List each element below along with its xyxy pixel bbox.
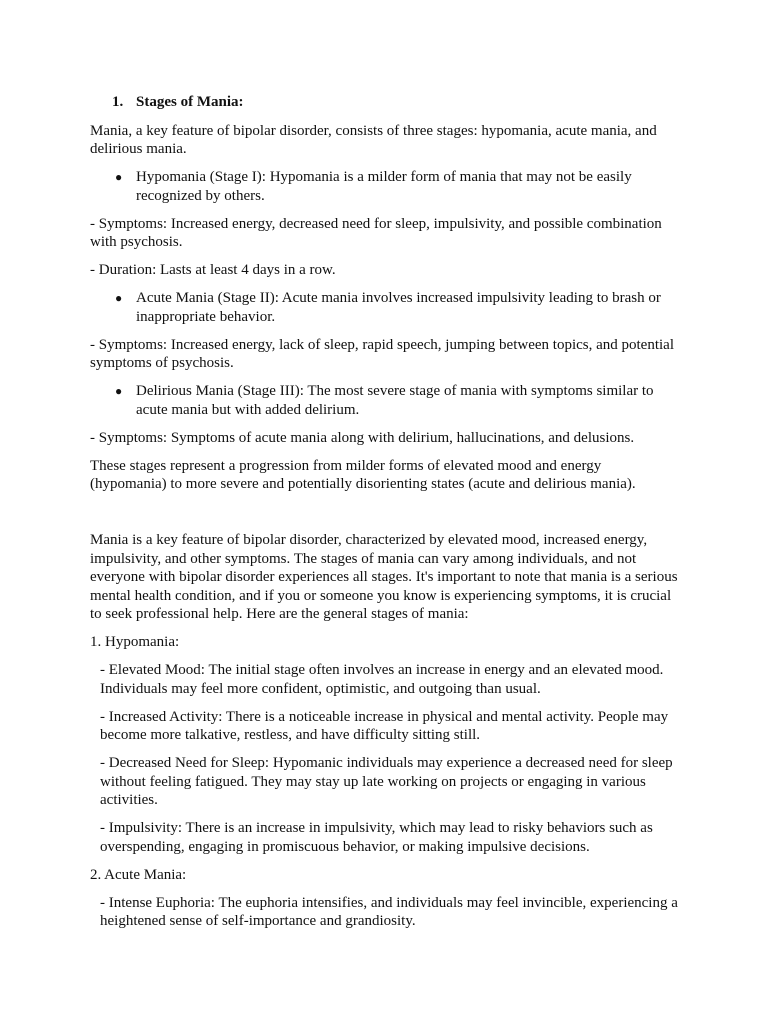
bullet-delirious-mania [90, 382, 678, 419]
bullet-acute-mania [90, 289, 678, 326]
bullet-icon: ● [115, 384, 123, 398]
summary-paragraph: These stages represent a progression from milder forms of elevated mood and energy (hypomania) to more severe and potentially disorienting states (acute and delirious mania). [90, 457, 636, 492]
increased-activity-item: - Increased Activity: There is a noticeable increase in physical and mental activity. People may become more talkative, restless, and have difficulty sitting still. [100, 708, 669, 743]
bullet-icon: ● [115, 170, 123, 184]
bullet-text: Delirious Mania (Stage III): The most severe stage of mania with symptoms similar to acute mania but with added delirium. [136, 383, 654, 418]
hypomania-symptoms: - Symptoms: Increased energy, decreased need for sleep, impulsivity, and possible combination with psychosis. [90, 215, 662, 250]
bullet-text: Acute Mania (Stage II): Acute mania involves increased impulsivity leading to brash or inappropriate behavior. [136, 290, 661, 325]
elevated-mood-item: - Elevated Mood: The initial stage often involves an increase in energy and an elevated mood. Individuals may feel more confident, optimistic, and outgoing than usual. [100, 662, 664, 697]
intro-paragraph: Mania, a key feature of bipolar disorder, consists of three stages: hypomania, acute mania, and delirious mania. [90, 122, 657, 157]
bullet-icon: ● [115, 291, 123, 305]
intense-euphoria-item: - Intense Euphoria: The euphoria intensifies, and individuals may feel invincible, experiencing a heightened sense of self-importance and grandiosity. [100, 894, 678, 929]
heading-text: Stages of Mania: [136, 94, 244, 110]
hypomania-title: 1. Hypomania: [90, 634, 180, 650]
section-heading [112, 93, 678, 112]
acute-mania-symptoms: - Symptoms: Increased energy, lack of sleep, rapid speech, jumping between topics, and potential symptoms of psychosis. [90, 336, 674, 371]
bullet-hypomania [90, 168, 678, 205]
mania-overview-paragraph: Mania is a key feature of bipolar disorder, characterized by elevated mood, increased energy, impulsivity, and other symptoms. The stages of mania can vary among individuals, and not everyone with bipolar disorder experiences all stages. It's important to note that mania is a serious mental health condition, and if you or someone you know is experiencing symptoms, it is crucial to seek professional help. Here are the general stages of mania: [90, 532, 678, 622]
bullet-text: Hypomania (Stage I): Hypomania is a milder form of mania that may not be easily recognized by others. [136, 169, 632, 204]
heading-number: 1. [112, 94, 124, 110]
impulsivity-item: - Impulsivity: There is an increase in impulsivity, which may lead to risky behaviors such as overspending, engaging in promiscuous behavior, or making impulsive decisions. [100, 820, 653, 855]
acute-mania-title: 2. Acute Mania: [90, 866, 187, 883]
delirious-mania-symptoms: - Symptoms: Symptoms of acute mania along with delirium, hallucinations, and delusions. [90, 429, 635, 446]
section-spacer [90, 503, 678, 531]
hypomania-duration: - Duration: Lasts at least 4 days in a row. [90, 262, 336, 278]
decreased-sleep-item: - Decreased Need for Sleep: Hypomanic individuals may experience a decreased need for sleep without feeling fatigued. They may stay up late working on projects or engaging in various activities. [100, 755, 673, 808]
